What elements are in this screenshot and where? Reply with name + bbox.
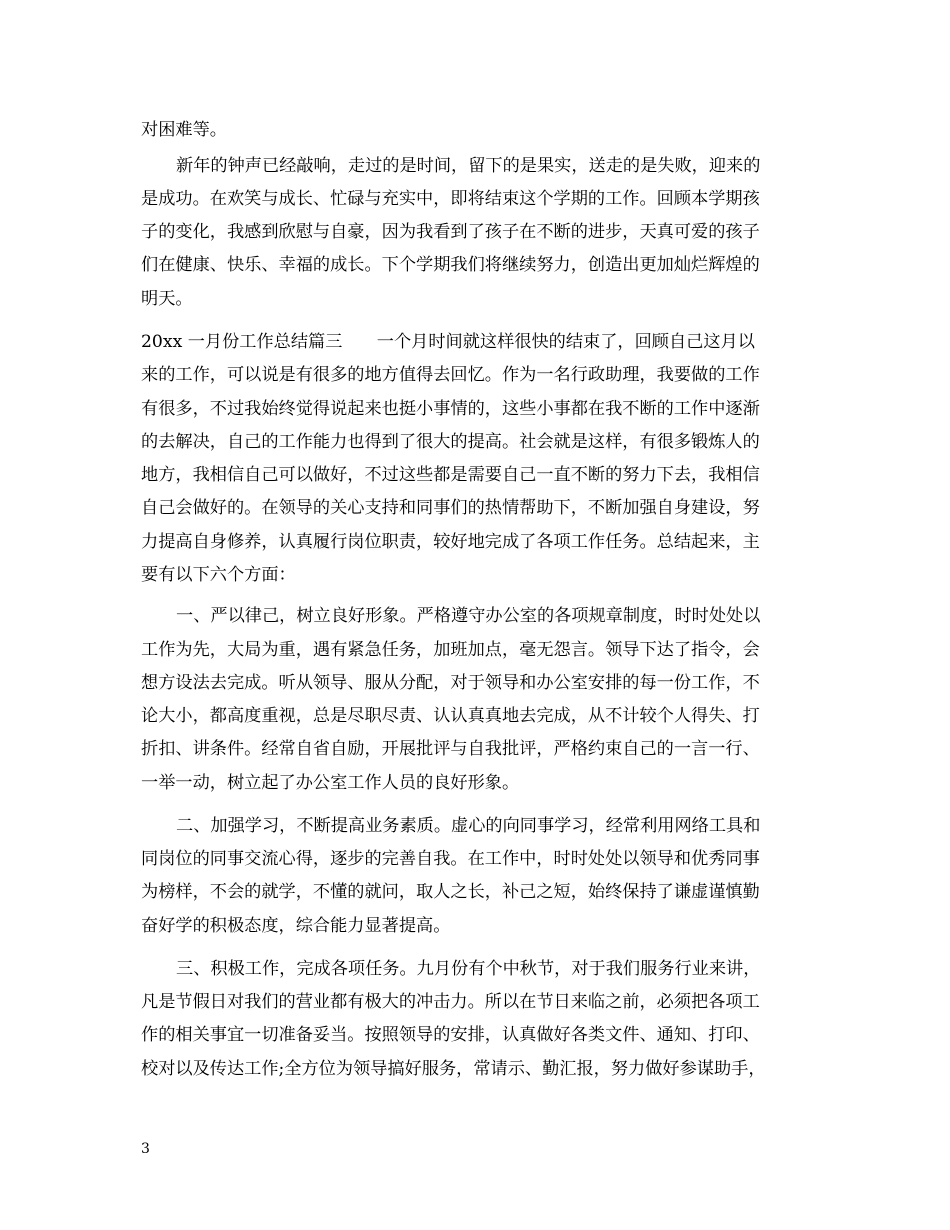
text-line: 明天。 xyxy=(141,289,193,309)
text-line: 来的工作，可以说是有很多的地方值得去回忆。作为一名行政助理，我要做的工作 xyxy=(141,365,760,385)
text-line: 子的变化，我感到欣慰与自豪，因为我看到了孩子在不断的进步，天真可爱的孩子 xyxy=(141,222,760,242)
text-line: 自己会做好的。在领导的关心支持和同事们的热情帮助下，不断加强自身建设，努 xyxy=(141,498,760,518)
text-line: 三、积极工作，完成各项任务。九月份有个中秋节，对于我们服务行业来讲， xyxy=(176,959,761,979)
text-line: 是成功。在欢笑与成长、忙碌与充实中，即将结束这个学期的工作。回顾本学期孩 xyxy=(141,189,760,209)
text-line: 折扣、讲条件。经常自省自励，开展批评与自我批评，严格约束自己的一言一行、 xyxy=(141,739,760,759)
text-line: 工作为先，大局为重，遇有紧急任务，加班加点，毫无怨言。领导下达了指令，会 xyxy=(141,640,760,660)
text-line: 力提高自身修养，认真履行岗位职责，较好地完成了各项工作任务。总结起来，主 xyxy=(141,532,760,552)
text-line: 同岗位的同事交流心得，逐步的完善自我。在工作中，时时处处以领导和优秀同事 xyxy=(141,849,760,869)
text-line: 有很多，不过我始终觉得说起来也挺小事情的，这些小事都在我不断的工作中逐渐 xyxy=(141,399,760,419)
text-line: 为榜样，不会的就学，不懂的就问，取人之长，补己之短，始终保持了谦虚谨慎勤 xyxy=(141,882,760,902)
text-line: 们在健康、快乐、幸福的成长。下个学期我们将继续努力，创造出更加灿烂辉煌的 xyxy=(141,255,760,275)
text-line: 地方，我相信自己可以做好，不过这些都是需要自己一直不断的努力下去，我相信 xyxy=(141,465,760,485)
text-line: 的去解决，自己的工作能力也得到了很大的提高。社会就是这样，有很多锻炼人的 xyxy=(141,432,760,452)
text-line: 论大小，都高度重视，总是尽职尽责、认认真真地去完成，从不计较个人得失、打 xyxy=(141,706,760,726)
text-line: 对困难等。 xyxy=(141,120,227,140)
text-line: 校对以及传达工作;全方位为领导搞好服务，常请示、勤汇报，努力做好参谋助手， xyxy=(141,1059,766,1079)
text-line: 二、加强学习，不断提高业务素质。虚心的向同事学习，经常利用网络工具和 xyxy=(176,816,761,836)
text-line: 凡是节假日对我们的营业都有极大的冲击力。所以在节日来临之前，必须把各项工 xyxy=(141,992,760,1012)
text-line: 新年的钟声已经敲响，走过的是时间，留下的是果实，送走的是失败，迎来的 xyxy=(176,156,761,176)
text-line: 作的相关事宜一切准备妥当。按照领导的安排，认真做好各类文件、通知、打印、 xyxy=(141,1025,760,1045)
text-line: 奋好学的积极态度，综合能力显著提高。 xyxy=(141,916,451,936)
text-line: 20xx 一月份工作总结篇三 一个月时间就这样很快的结束了，回顾自己这月以 xyxy=(141,332,755,352)
text-line: 一、严以律己，树立良好形象。严格遵守办公室的各项规章制度，时时处处以 xyxy=(176,606,761,626)
page-number: 3 xyxy=(141,1141,150,1157)
text-line: 一举一动，树立起了办公室工作人员的良好形象。 xyxy=(141,773,520,793)
text-line: 想方设法去完成。听从领导、服从分配，对于领导和办公室安排的每一份工作，不 xyxy=(141,673,760,693)
text-line: 要有以下六个方面： xyxy=(141,565,296,585)
